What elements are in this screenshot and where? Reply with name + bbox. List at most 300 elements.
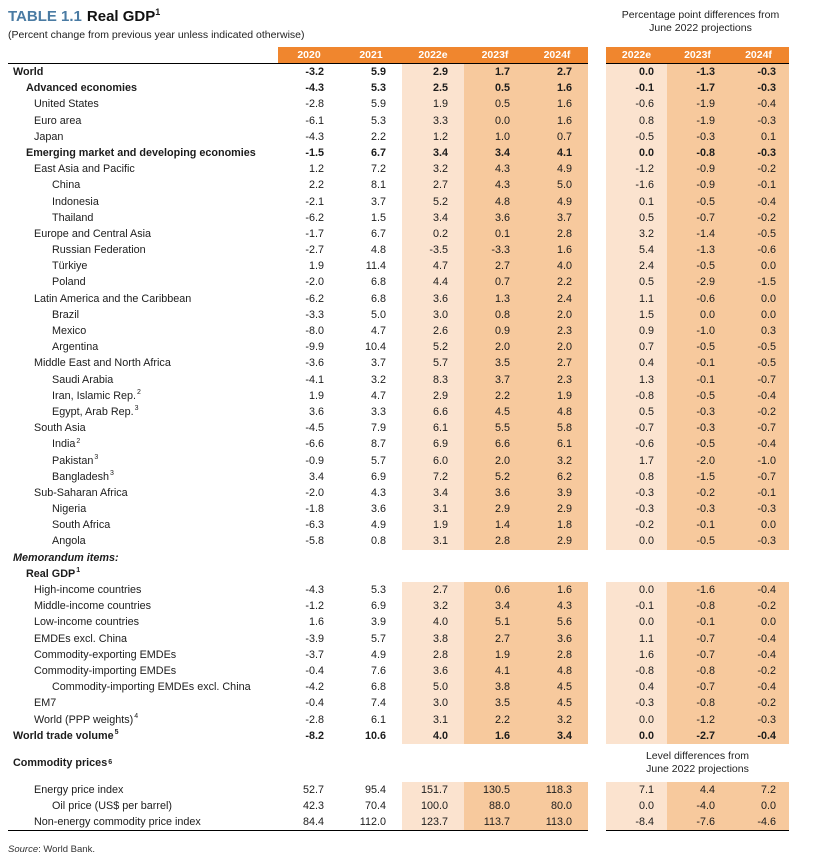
table-row <box>8 695 805 711</box>
value-cell: -0.4 <box>305 664 324 677</box>
value-cell: -4.3 <box>305 584 324 596</box>
diff-cell: -0.3 <box>728 501 789 517</box>
value-cell: 2.3 <box>526 372 588 388</box>
table-gap <box>588 663 606 679</box>
value-cell: 3.6 <box>402 291 464 307</box>
table-row <box>8 566 805 582</box>
row-label: Thailand <box>52 211 94 224</box>
diff-cell: 7.1 <box>606 782 667 798</box>
value-cell: 5.1 <box>464 614 526 630</box>
value-cell: 1.6 <box>526 96 588 112</box>
footnote-superscript: 3 <box>134 405 139 413</box>
value-cell: 3.6 <box>402 663 464 679</box>
table-gap <box>588 194 606 210</box>
diff-cell: 0.3 <box>728 323 789 339</box>
table-gap <box>588 453 606 469</box>
diff-cell: -2.0 <box>667 453 728 469</box>
row-label: Energy price index <box>34 783 124 796</box>
diff-cell: 1.7 <box>606 453 667 469</box>
value-cell: 0.7 <box>464 274 526 290</box>
value-cell: 2.2 <box>464 388 526 404</box>
value-cell: 2.6 <box>402 323 464 339</box>
diff-cell: -0.6 <box>606 96 667 112</box>
value-cell: 3.7 <box>526 210 588 226</box>
section-spacer <box>278 744 588 782</box>
value-cell: 3.7 <box>370 195 386 208</box>
value-cell: 6.2 <box>526 469 588 485</box>
table-gap <box>588 372 606 388</box>
diff-cell: 1.3 <box>606 372 667 388</box>
value-cell: 4.3 <box>526 598 588 614</box>
diff-cell: -0.5 <box>667 339 728 355</box>
value-cell: 151.7 <box>402 782 464 798</box>
diff-cell: 0.0 <box>606 145 667 161</box>
table-gap <box>588 782 606 798</box>
diff-cell: -2.7 <box>667 728 728 744</box>
diff-cell: 0.0 <box>606 712 667 728</box>
value-cell: 4.8 <box>370 244 386 257</box>
value-cell: 2.7 <box>464 631 526 647</box>
table-row <box>8 113 805 129</box>
diff-cell: -0.7 <box>728 372 789 388</box>
diff-cell: -0.4 <box>728 647 789 663</box>
diff-cell: -0.8 <box>667 598 728 614</box>
diff-cell: -0.1 <box>606 598 667 614</box>
table-gap <box>588 339 606 355</box>
value-cell: 6.1 <box>402 420 464 436</box>
value-cell: 2.8 <box>402 647 464 663</box>
table-row <box>8 194 805 210</box>
table-row <box>8 355 805 371</box>
diff-cell: -0.2 <box>728 598 789 614</box>
value-cell: 2.9 <box>526 533 588 549</box>
value-cell: 6.6 <box>402 404 464 420</box>
table-gap <box>588 96 606 112</box>
value-cell: -2.0 <box>305 486 324 499</box>
diff-cell: -0.3 <box>728 145 789 161</box>
diff-cell: -0.8 <box>667 695 728 711</box>
table-bottom-rule <box>8 830 805 832</box>
diff-cell: -0.3 <box>728 533 789 549</box>
value-cell: 2.4 <box>526 291 588 307</box>
value-cell: 6.9 <box>370 470 386 483</box>
row-label: Brazil <box>52 308 79 321</box>
value-cell: 0.9 <box>464 323 526 339</box>
value-cell: 2.2 <box>464 712 526 728</box>
value-cell: 0.0 <box>464 113 526 129</box>
row-label: Middle-income countries <box>34 600 152 613</box>
diff-cell: -0.2 <box>606 517 667 533</box>
value-cell: 6.6 <box>464 436 526 452</box>
table-row <box>8 533 805 549</box>
value-cell: -1.5 <box>305 146 324 159</box>
value-cell: 7.2 <box>370 163 386 176</box>
table-row <box>8 631 805 647</box>
value-cell: 3.4 <box>402 210 464 226</box>
diff-cell: 0.5 <box>606 274 667 290</box>
row-label: Sub-Saharan Africa <box>34 486 128 499</box>
diff-cell: 0.0 <box>728 258 789 274</box>
row-label: Middle East and North Africa <box>34 357 171 370</box>
diff-cell: 0.4 <box>606 679 667 695</box>
row-label: Commodity prices 6 <box>13 756 113 769</box>
value-cell: 6.7 <box>370 227 386 240</box>
table-gap <box>588 550 606 566</box>
table-row <box>8 242 805 258</box>
table-gap <box>588 274 606 290</box>
column-header-2022e: 2022e <box>402 47 464 64</box>
value-cell: 3.3 <box>370 405 386 418</box>
value-cell: 5.0 <box>526 177 588 193</box>
row-label: Europe and Central Asia <box>34 227 152 240</box>
table-row <box>8 598 805 614</box>
row-label: China <box>52 179 81 192</box>
row-label: World (PPP weights)$^4$ <box>34 712 139 726</box>
value-cell: 4.5 <box>526 679 588 695</box>
table-row <box>8 420 805 436</box>
footnote-superscript: 4 <box>134 712 139 720</box>
table-gap <box>588 210 606 226</box>
diff-cell: 0.8 <box>606 469 667 485</box>
row-label: Egypt, Arab Rep.$^3$ <box>52 405 139 418</box>
row-label: Emerging market and developing economies <box>26 146 256 159</box>
value-cell: 8.3 <box>402 372 464 388</box>
diff-cell: -0.3 <box>606 485 667 501</box>
value-cell: 5.8 <box>526 420 588 436</box>
table-gap <box>588 323 606 339</box>
table-row <box>8 453 805 469</box>
footnote-superscript: 3 <box>110 470 114 478</box>
diff-column-header-2023f: 2023f <box>667 47 728 64</box>
diff-cell: -4.6 <box>728 814 789 830</box>
diff-cell: 0.0 <box>728 798 789 814</box>
value-cell: 2.7 <box>464 258 526 274</box>
table-row <box>8 436 805 452</box>
table-row <box>8 291 805 307</box>
diff-cell: 0.0 <box>606 533 667 549</box>
diff-cell: -0.2 <box>728 161 789 177</box>
value-cell: -6.3 <box>305 519 324 532</box>
table-row <box>8 712 805 728</box>
value-cell: -3.5 <box>402 242 464 258</box>
diff-cell: -0.4 <box>728 388 789 404</box>
value-cell: 5.7 <box>402 355 464 371</box>
value-cell: 4.5 <box>464 404 526 420</box>
value-cell: 0.5 <box>464 80 526 96</box>
table-gap <box>588 695 606 711</box>
value-cell: 52.7 <box>302 783 324 796</box>
table-gap <box>588 501 606 517</box>
value-cell: -5.8 <box>305 535 324 548</box>
table-gap <box>588 533 606 549</box>
diff-cell: -0.7 <box>667 647 728 663</box>
value-cell: 2.7 <box>402 582 464 598</box>
value-cell: 5.9 <box>370 66 386 78</box>
value-cell: 0.8 <box>464 307 526 323</box>
page-title <box>8 8 596 26</box>
value-cell: 130.5 <box>464 782 526 798</box>
diff-cell: -0.5 <box>606 129 667 145</box>
row-label: Saudi Arabia <box>52 373 114 386</box>
value-cell: 123.7 <box>402 814 464 830</box>
table-gap <box>588 582 606 598</box>
diff-cell: 7.2 <box>728 782 789 798</box>
value-cell: -2.1 <box>305 195 324 208</box>
value-cell: 1.6 <box>526 80 588 96</box>
table-row <box>8 663 805 679</box>
table-gap <box>588 145 606 161</box>
row-label: Mexico <box>52 325 87 337</box>
value-cell: 10.6 <box>364 729 386 742</box>
row-label: Commodity-importing EMDEs <box>34 664 177 677</box>
table-row <box>8 258 805 274</box>
table-row <box>8 728 805 744</box>
value-cell: 70.4 <box>364 800 386 813</box>
table-row <box>8 679 805 695</box>
value-cell: 3.0 <box>402 307 464 323</box>
value-cell: 4.3 <box>464 177 526 193</box>
table-gap <box>588 631 606 647</box>
value-cell: 4.3 <box>370 486 386 499</box>
value-cell: -2.8 <box>305 98 324 111</box>
diff-cell: 0.9 <box>606 323 667 339</box>
value-cell: 5.6 <box>526 614 588 630</box>
table-gap <box>588 388 606 404</box>
value-cell: 8.1 <box>370 179 386 192</box>
column-header-row <box>8 47 805 64</box>
table-row <box>8 614 805 630</box>
value-cell: 6.7 <box>370 146 386 159</box>
diff-cell: -1.3 <box>667 242 728 258</box>
diff-cell: -0.5 <box>667 436 728 452</box>
diff-cell <box>667 566 728 582</box>
diff-cell: -0.4 <box>728 679 789 695</box>
diff-cell: -0.7 <box>728 469 789 485</box>
value-cell: -3.7 <box>305 648 324 661</box>
table-subtitle: (Percent change from previous year unless indicated otherwise) <box>8 29 305 41</box>
table-gap <box>588 80 606 96</box>
title-block <box>8 8 596 42</box>
diff-cell: -1.9 <box>667 113 728 129</box>
row-label: Indonesia <box>52 195 99 208</box>
diff-cell <box>667 550 728 566</box>
row-label: East Asia and Pacific <box>34 163 135 176</box>
value-cell: 1.6 <box>526 242 588 258</box>
diff-cell: 5.4 <box>606 242 667 258</box>
value-cell: 5.0 <box>370 308 386 321</box>
value-cell: 1.3 <box>464 291 526 307</box>
column-header-2020: 2020 <box>278 47 340 64</box>
table-gap <box>588 242 606 258</box>
row-label: Nigeria <box>52 503 87 516</box>
value-cell: 1.9 <box>402 96 464 112</box>
diff-cell: -0.5 <box>667 388 728 404</box>
footnote-superscript: 2 <box>76 437 81 445</box>
diff-cell: 2.4 <box>606 258 667 274</box>
diff-cell: -0.1 <box>667 517 728 533</box>
value-cell <box>278 566 340 582</box>
table-gap <box>588 291 606 307</box>
table-row <box>8 517 805 533</box>
diff-cell: -0.3 <box>728 64 789 80</box>
value-cell: 2.0 <box>464 339 526 355</box>
value-cell: 1.4 <box>464 517 526 533</box>
value-cell: 0.7 <box>526 129 588 145</box>
value-cell: -1.7 <box>305 227 324 240</box>
diff-cell: 0.0 <box>606 614 667 630</box>
diff-cell: -0.1 <box>606 80 667 96</box>
value-cell: -8.2 <box>305 729 324 742</box>
diff-cell: 0.0 <box>728 307 789 323</box>
value-cell: 2.2 <box>526 274 588 290</box>
value-cell <box>278 550 340 566</box>
value-cell: 7.6 <box>370 664 386 677</box>
value-cell: -2.7 <box>305 244 324 257</box>
diff-cell: -0.6 <box>667 291 728 307</box>
value-cell: -1.8 <box>305 503 324 516</box>
diff-cell: 0.5 <box>606 210 667 226</box>
value-cell: 3.4 <box>402 485 464 501</box>
diff-cell: -7.6 <box>667 814 728 830</box>
value-cell: 4.1 <box>526 145 588 161</box>
row-label: Poland <box>52 276 86 289</box>
value-cell: -0.4 <box>305 697 324 710</box>
value-cell: -3.2 <box>305 66 324 78</box>
diff-cell: 0.7 <box>606 339 667 355</box>
value-cell: 2.8 <box>526 647 588 663</box>
value-cell: 0.1 <box>464 226 526 242</box>
value-cell <box>464 550 526 566</box>
table-gap <box>588 814 606 830</box>
diff-cell: -0.1 <box>728 485 789 501</box>
diff-cell: -2.9 <box>667 274 728 290</box>
value-cell: 4.4 <box>402 274 464 290</box>
value-cell: 7.9 <box>370 422 386 435</box>
table-row <box>8 177 805 193</box>
row-label: India$^2$ <box>52 437 81 451</box>
value-cell: 2.2 <box>370 130 386 143</box>
value-cell: 2.8 <box>464 533 526 549</box>
value-cell: 112.0 <box>359 816 386 829</box>
level-diff-caption-line1: Level differences from <box>645 749 750 762</box>
value-cell: 3.8 <box>464 679 526 695</box>
diff-cell: -0.5 <box>728 226 789 242</box>
diff-cell: -0.3 <box>728 712 789 728</box>
value-cell: 4.0 <box>402 614 464 630</box>
value-cell: -0.9 <box>305 454 324 467</box>
value-cell: -4.3 <box>305 130 324 143</box>
diff-cell: -0.1 <box>667 614 728 630</box>
row-label: Türkiye <box>52 260 88 273</box>
row-label: Advanced economies <box>26 82 138 95</box>
diff-caption-line1: Percentage point differences from <box>621 9 780 21</box>
value-cell: 3.3 <box>402 113 464 129</box>
row-label: High-income countries <box>34 584 142 596</box>
value-cell: 6.1 <box>370 713 386 726</box>
table-gap <box>588 469 606 485</box>
column-header-2024f: 2024f <box>526 47 588 64</box>
table-row <box>8 501 805 517</box>
row-label: Non-energy commodity price index <box>34 816 201 829</box>
row-label: Memorandum items: <box>13 551 119 564</box>
table-gap <box>588 598 606 614</box>
diff-cell: 0.1 <box>606 194 667 210</box>
table-row <box>8 814 805 830</box>
value-cell: 3.6 <box>370 503 386 516</box>
diff-cell: -0.2 <box>728 210 789 226</box>
value-cell <box>464 566 526 582</box>
value-cell: 6.0 <box>402 453 464 469</box>
value-cell: 2.9 <box>402 388 464 404</box>
table-row <box>8 404 805 420</box>
diff-cell: 0.0 <box>606 798 667 814</box>
table-gap <box>588 47 606 64</box>
table-row <box>8 550 805 566</box>
value-cell: 1.6 <box>464 728 526 744</box>
value-cell: 5.7 <box>370 454 386 467</box>
title-footnote-superscript: 1 <box>155 7 161 17</box>
value-cell: 5.3 <box>370 82 386 95</box>
table-gap <box>588 436 606 452</box>
value-cell: 1.5 <box>370 211 386 224</box>
value-cell: 1.0 <box>464 129 526 145</box>
row-label: Latin America and the Caribbean <box>34 292 192 305</box>
value-cell <box>526 550 588 566</box>
table-gap <box>588 679 606 695</box>
row-label: Russian Federation <box>52 244 146 257</box>
value-cell: 5.3 <box>370 114 386 127</box>
value-cell: 3.5 <box>464 695 526 711</box>
value-cell: -3.9 <box>305 632 324 645</box>
value-cell: 5.2 <box>402 339 464 355</box>
table-row <box>8 323 805 339</box>
value-cell: 3.2 <box>402 161 464 177</box>
table-row <box>8 782 805 798</box>
row-label: Real GDP$^1$ <box>26 567 81 580</box>
value-cell: 3.5 <box>464 355 526 371</box>
diff-cell: -0.7 <box>667 679 728 695</box>
diff-cell: -0.4 <box>728 582 789 598</box>
value-cell: 1.9 <box>308 260 324 273</box>
table-body <box>8 64 805 830</box>
diff-cell: 1.5 <box>606 307 667 323</box>
table-gap <box>588 355 606 371</box>
diff-cell: -0.7 <box>667 631 728 647</box>
value-cell: -4.3 <box>305 82 324 95</box>
value-cell: 2.9 <box>526 501 588 517</box>
value-cell: 1.9 <box>464 647 526 663</box>
value-cell: 3.9 <box>370 616 386 629</box>
diff-cell: -0.3 <box>606 501 667 517</box>
source-note <box>8 844 805 855</box>
table-row <box>8 582 805 598</box>
table-gap <box>588 566 606 582</box>
table-gap <box>588 307 606 323</box>
diff-cell <box>728 566 789 582</box>
row-label: Argentina <box>52 341 99 354</box>
diff-cell <box>606 566 667 582</box>
row-label: Bangladesh$^3$ <box>52 470 114 483</box>
diff-cell: -0.5 <box>728 355 789 371</box>
value-cell <box>340 550 402 566</box>
value-cell: 0.5 <box>464 96 526 112</box>
value-cell: 3.7 <box>464 372 526 388</box>
value-cell: -6.1 <box>305 114 324 127</box>
level-diff-caption-line2: June 2022 projections <box>646 762 749 775</box>
row-label: South Africa <box>52 519 111 532</box>
table-gap <box>588 728 606 744</box>
value-cell: -6.2 <box>305 292 324 305</box>
